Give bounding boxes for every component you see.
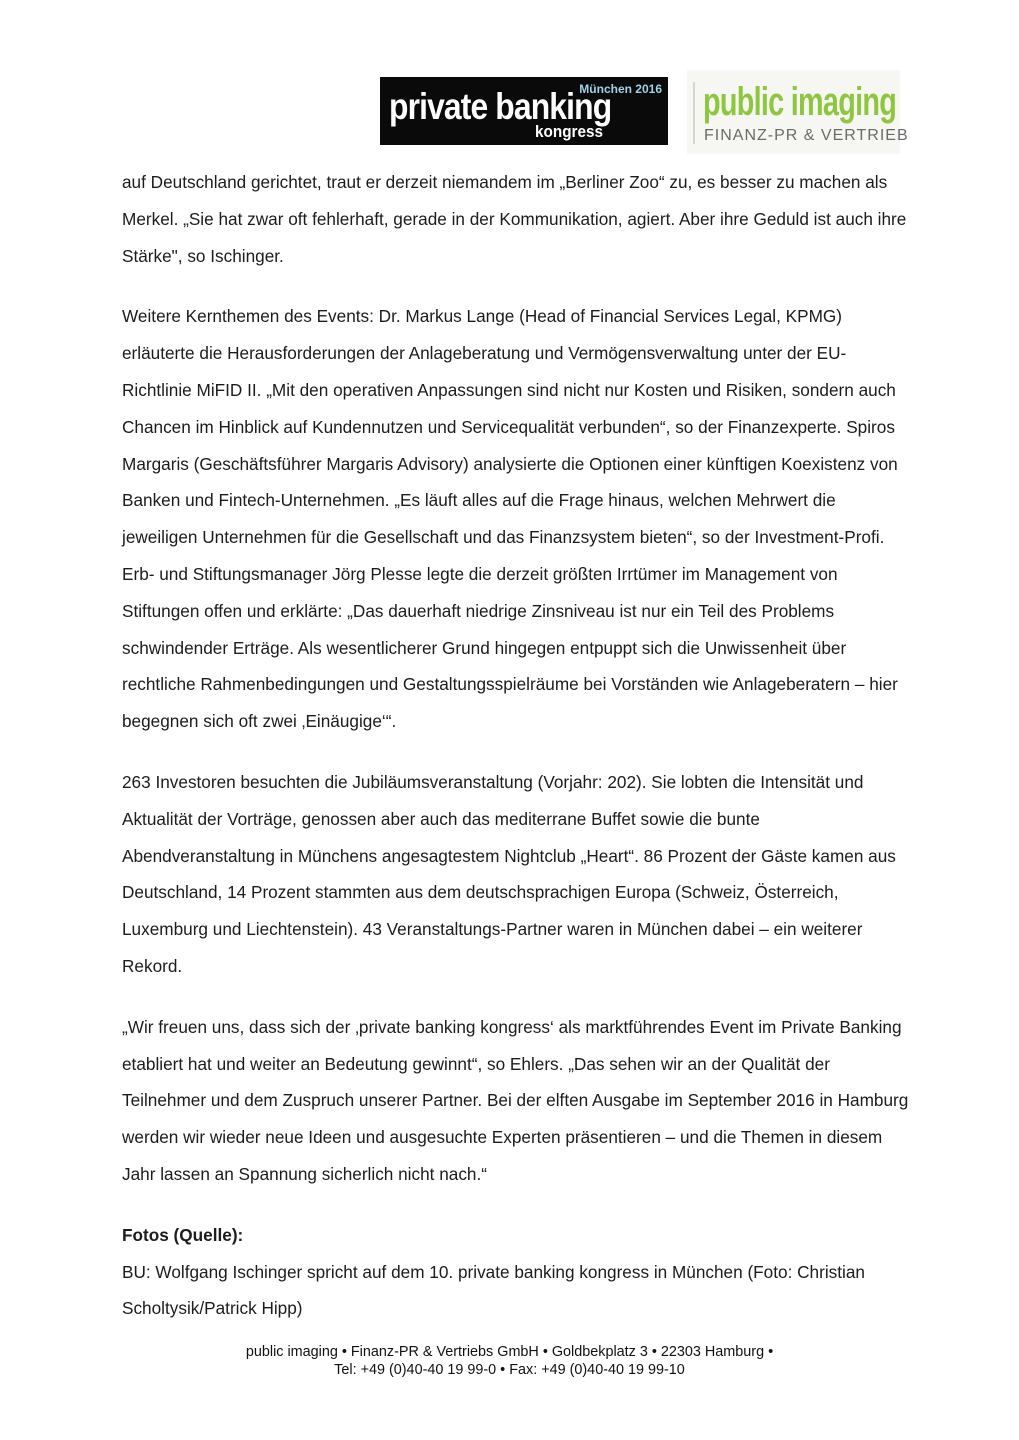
footer-contact-line: Tel: +49 (0)40-40 19 99-0 • Fax: +49 (0)40-40 19 99-10 <box>334 1362 685 1378</box>
logo-right-main: public imaging <box>703 80 897 124</box>
logo-left-main: private banking <box>389 86 612 127</box>
photo-caption: BU: Wolfgang Ischinger spricht auf dem 10. private banking kongress in München (Foto: Christian Scholtysik/Patrick Hipp) <box>122 1261 865 1319</box>
paragraph-2: Weitere Kernthemen des Events: Dr. Markus Lange (Head of Financial Services Legal, KPMG) erläuterte die Herausforderungen der Anlageberatung und Vermögensverwaltung unter der EU-Richtlinie MiFID II. „Mit den operativen Anpassungen sind nicht nur Kosten und Risiken, sondern auch Chancen im Hinblick auf Kundennutzen und Servicequalität verbunden“, so der Finanzexperte. Spiros Margaris (Geschäftsführer Margaris Advisory) analysierte die Optionen einer künftigen Koexistenz von Banken und Fintech-Unternehmen. „Es läuft alles auf die Frage hinaus, welchen Mehrwert die jeweiligen Unternehmen für die Gesellschaft und das Finanzsystem bieten“, so der Investment-Profi. Erb- und Stiftungsmanager Jörg Plesse legte die derzeit größten Irrtümer im Management von Stiftungen offen und erklärte: „Das dauerhaft niedrige Zinsniveau ist nur ein Teil des Problems schwindender Erträge. Als wesentlicherer Grund hingegen entpuppt sich die Unwissenheit über rechtliche Rahmenbedingungen und Gestaltungsspielräume bei Vorständen wie Anlageberatern – hier begegnen sich oft zwei ‚Einäugige‘“. <box>122 306 898 732</box>
paragraph-3: 263 Investoren besuchten die Jubiläumsveranstaltung (Vorjahr: 202). Sie lobten die Intensität und Aktualität der Vorträge, genossen aber auch das mediterrane Buffet sowie die bunte Abendveranstaltung in Münchens angesagtestem Nightclub „Heart“. 86 Prozent der Gäste kamen aus Deutschland, 14 Prozent stammten aus dem deutschsprachigen Europa (Schweiz, Österreich, Luxemburg und Liechtenstein). 43 Veranstaltungs-Partner waren in München dabei – ein weiterer Rekord. <box>122 771 896 976</box>
document-body <box>122 164 912 1327</box>
photo-heading: Fotos (Quelle): <box>122 1224 244 1245</box>
public-imaging-logo <box>687 70 909 154</box>
logo-divider <box>693 82 695 144</box>
page-footer <box>0 1343 1019 1379</box>
private-banking-kongress-logo <box>380 77 668 145</box>
paragraph-1: auf Deutschland gerichtet, traut er derzeit niemandem im „Berliner Zoo“ zu, es besser zu machen als Merkel. „Sie hat zwar oft fehlerhaft, gerade in der Kommunikation, agiert. Aber ihre Geduld ist auch ihre Stärke", so Ischinger. <box>122 172 907 266</box>
footer-address-line: public imaging • Finanz-PR & Vertriebs GmbH • Goldbekplatz 3 • 22303 Hamburg • <box>245 1344 774 1360</box>
paragraph-4: „Wir freuen uns, dass sich der ‚private banking kongress‘ als marktführendes Event im Private Banking etabliert hat und weiter an Bedeutung gewinnt“, so Ehlers. „Das sehen wir an der Qualität der Teilnehmer und dem Zuspruch unserer Partner. Bei der elften Ausgabe im September 2016 in Hamburg werden wir wieder neue Ideen und ausgesuchte Experten präsentieren – und die Themen in diesem Jahr lassen an Spannung sicherlich nicht nach.“ <box>122 1016 909 1184</box>
logo-left-sub: kongress <box>535 122 604 141</box>
logo-left-tag: München 2016 <box>579 82 662 96</box>
logo-right-sub: FINANZ-PR & VERTRIEB <box>704 127 909 144</box>
